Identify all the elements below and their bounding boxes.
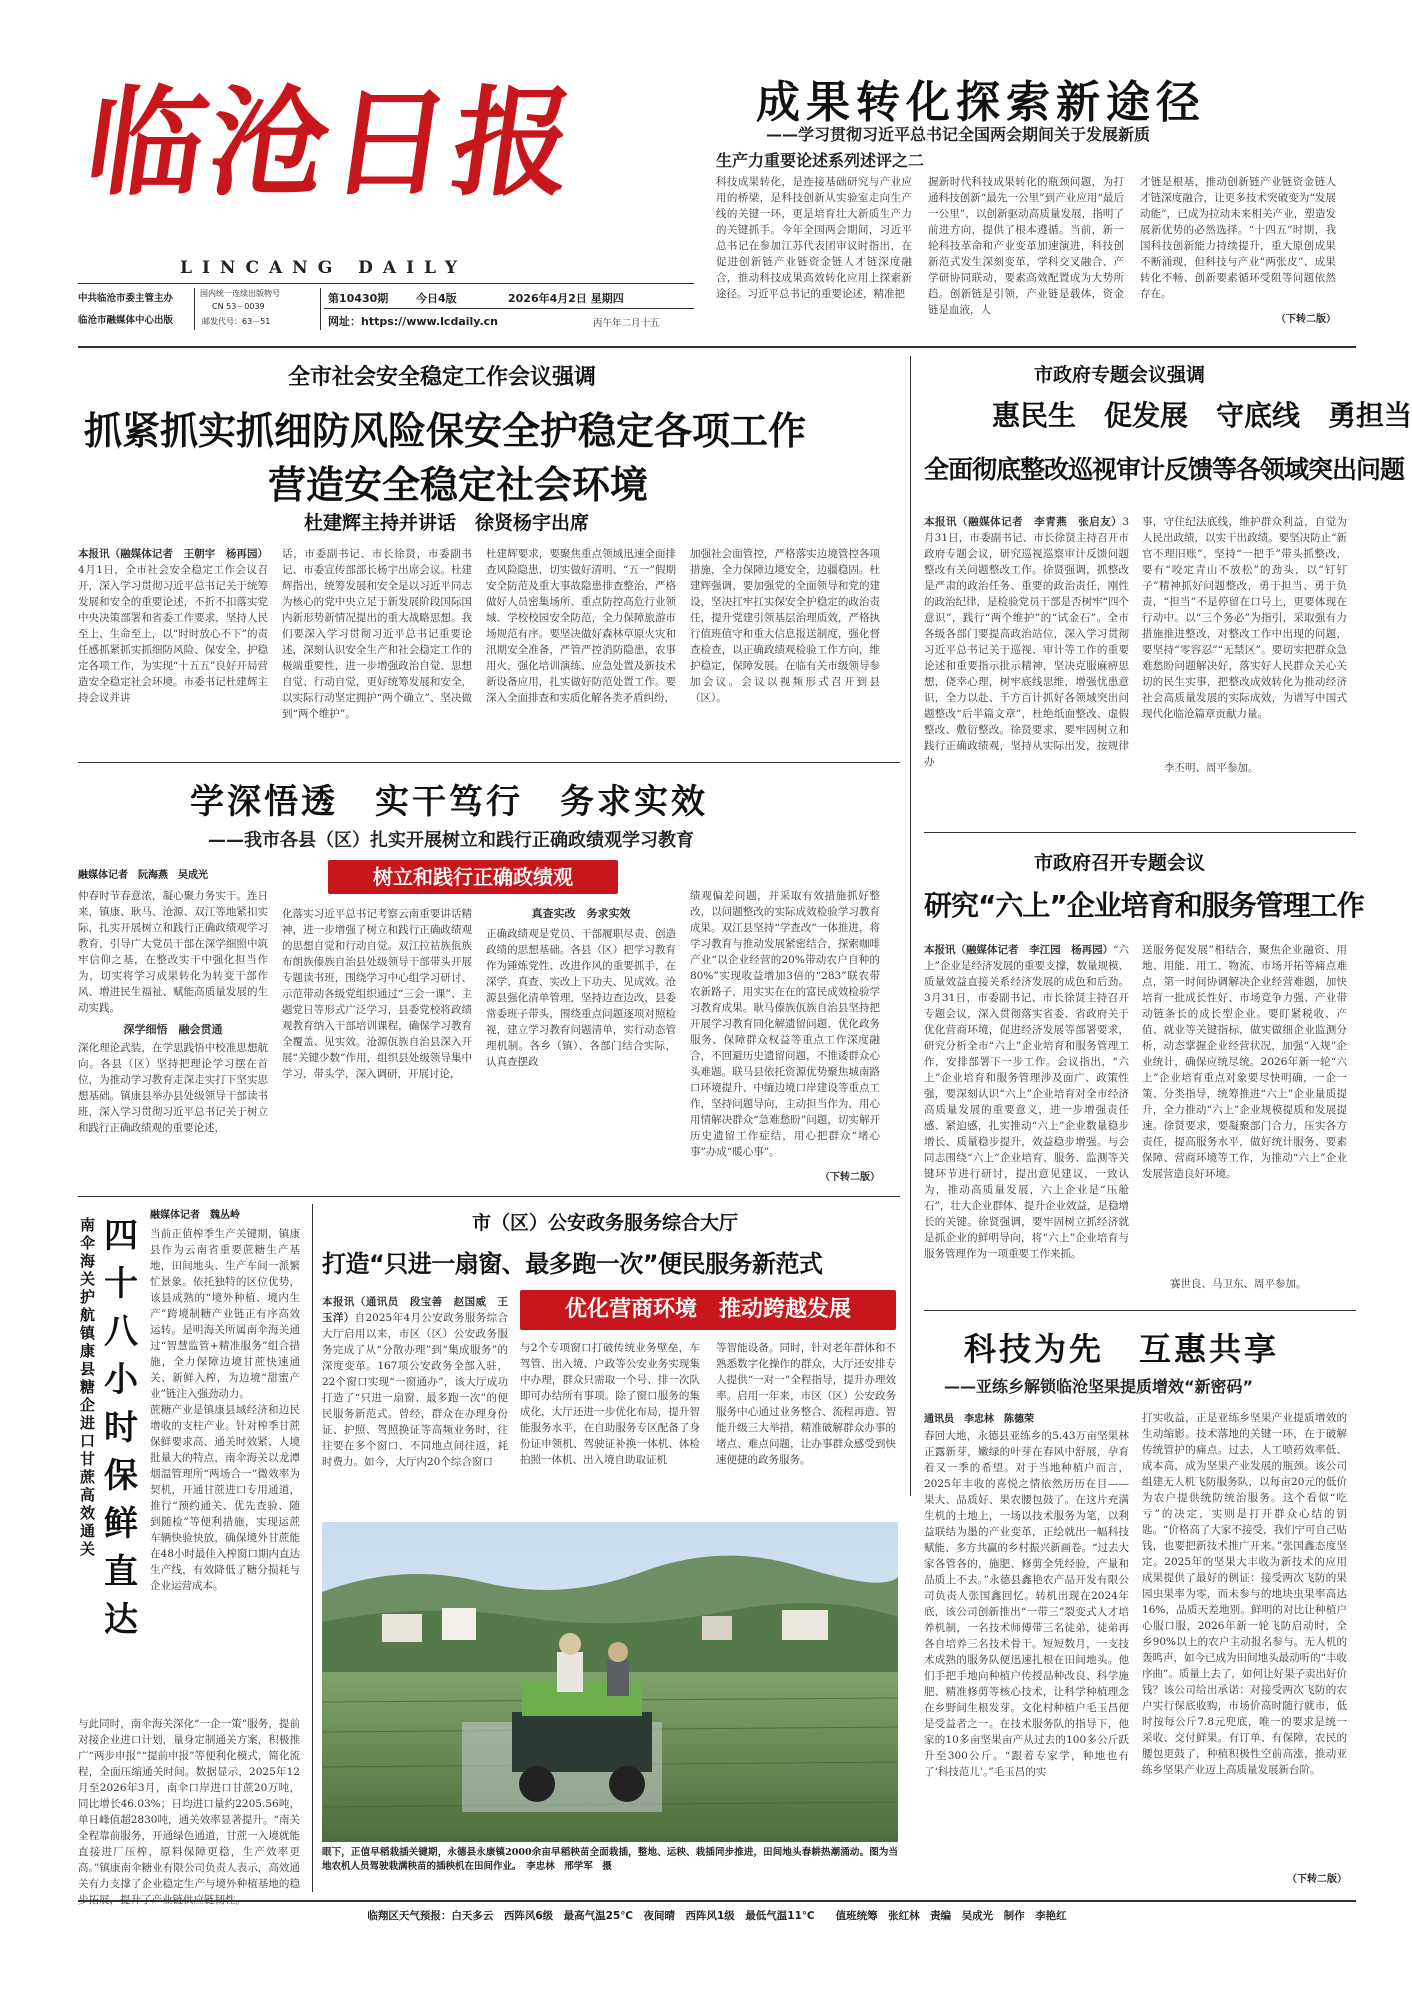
lead-text-2: 握新时代科技成果转化的瓶颈问题，为打通科技创新“最先一公里”到产业应用“最后一公里”，以创新驱动高质量发展，指明了前进方向，提供了根本遵循。当前，新一轮科技革命和产业变革加速演进，科技创新范式发生深刻变革，学科交叉融合、产学研协同联动，要素高效配置成为大势所趋。创新链是引领，产业链是载体，资金链是血液，人: [928, 176, 1124, 316]
a7-column-2: 打实收益，正是亚练乡坚果产业提质增效的生动缩影。技术落地的关键一环，在于破解传统管护的痛点。过去，人工喷药效率低、成本高，成为坚果产业发展的瓶颈。该公司组建无人机飞防服务队，以每亩20元的低价为农户提供统防统治服务。这个看似“吃亏”的决定，实则是打开群众心结的钥匙。“价格高了大家不接受，我们宁可自己贴钱，也要把新技术推广开来。”张国鑫态度坚定。2025年的坚果大丰收为新技术的应用成果提供了最好的例证：接受两次飞防的果园虫果率为零，而未参与的地块虫果率高达16%，品质天差地别。鲜明的对比让种植户心服口服，2026年新一轮飞防启动时，全乡90%以上的农户主动报名参与。无人机的轰鸣声，如今已成为田间地头最动听的“丰收序曲”。质量上去了，如何让好果子卖出好价钱？该公司给出承诺：对接受两次飞防的农户实行保底收购，市场价高时随行就市，低时按每公斤7.8元兜底，唯一的要求是统一采收、交付鲜果。有订单、有保障，农民的腰包更鼓了，种植积极性空前高涨，推动亚练乡坚果产业迈上高质量发展新台阶。: [1142, 1412, 1347, 1776]
a7-column-1: 春回大地，永德县亚练乡的5.43万亩坚果林正露新芽，嫩绿的叶芽在春风中舒展，孕育着又一季的希望。对于当地种植户而言，2025年丰收的喜悦之情依然历历在目——果大、品质好、果农腰包鼓了。在这片充满生机的土地上，一场以技术服务为笔，以利益联结为墨的产业变革，正绘就出一幅科技赋能、多方共赢的乡村振兴新画卷。“过去大家各管各的，施肥、修剪全凭经验，产量和品质上不去。”永德县鑫艳农产品开发有限公司负责人张国鑫回忆。转机出现在2024年底，该公司创新推出“一带三”裂变式人才培养机制，一名技术师傅带三名徒弟，徒弟再各自培养三名技术骨干。短短数月，一支技术成熟的服务队便迅速扎根在田间地头。他们手把手地向种植户传授品种改良、科学施肥、精准修剪等核心技术，让科学种植理念在乡野间生根发芽。文化村种植户毛玉昌便是受益者之一。在技术服务队的指导下，他家的10多亩坚果亩产从过去的100多公斤跃升至300公斤。“跟着专家学，种地也有了‘科技范儿’。”毛玉昌的实: [924, 1430, 1129, 1778]
a2-byline: 本报讯（融媒体记者 李青燕 张启友）: [924, 516, 1123, 528]
a4-kicker: 市政府召开专题会议: [1034, 852, 1206, 874]
sponsor: 中共临沧市委主管主办: [78, 293, 174, 304]
photo-caption-text: 眼下，正值早稻栽插关键期，永德县永康镇2000余亩早稻秧苗全面栽插，整地、运秧、栽插同步推进，田间地头春耕热潮涌动。图为当地农机人员驾驶栽满秧苗的插秧机在田间作业。: [322, 1847, 898, 1872]
a1-column-1: [78, 546, 268, 746]
article-customs-sugarcane: [78, 1204, 306, 1892]
postal-code: 邮发代号：63－51: [202, 317, 271, 326]
lead-title: 成果转化探索新途径: [756, 77, 1206, 128]
lead-text-3: 才链是根基，推动创新链产业链资金链人才链深度融合，让更多技术突破变为“发展动能”，已成为拉动未来相关产业，塑造发展新优势的必然选择。“十四五”时期，我国科技创新能力持续提升，重大原创成果不断涌现，但科技与产业“两张皮”、成果转化不畅、创新要素循环受阻等问题依然存在。: [1140, 176, 1336, 300]
a1-column-3: 杜建辉要求，要聚焦重点领域迅速全面排查风险隐患，切实做好清明、“五一”假期安全防范及重大事故隐患排查整治，严格做好人员密集场所、重点防控高危行业领域、学校校园安全防范，全力保障旅游市场规范有序。要坚决做好森林草原火灾和汛期安全准备，严管严控消防隐患，农事用火，强化培训演练、应急处置及新技术新设备应用，扎实做好防范处置工作。要深入全面排查和实质化解各类矛盾纠纷，: [486, 548, 676, 704]
article-study-education: [78, 770, 900, 1190]
a1-title-2: 营造安全稳定社会环境: [268, 463, 649, 507]
lead-text-1: 科技成果转化，是连接基础研究与产业应用的桥梁，是科技创新从实验室走向生产线的关键一环，更是培育壮大新质生产力的关键抓手。今年全国两会期间，习近平总书记在参加江苏代表团审议时指出，在促进创新链产业链资金链人才链深度融合，推动科技成果高效转化应用上探索新途径。习近平总书记的重要论述，精准把: [716, 176, 912, 300]
a5-side-title: 南伞海关护航镇康县糖企进口甘蔗高效通关: [80, 1216, 96, 1558]
lead-continued: （下转二版）: [1276, 314, 1336, 325]
a3-byline: 融媒体记者 阮海燕 吴成光: [78, 870, 208, 881]
a4-bottom-rule: [924, 1310, 1356, 1311]
a5-text-2: 蔗糖产业是镇康县域经济和边民增收的支柱产业。针对榨季甘蔗保鲜要求高、通关时效紧、人境批量大的特点，南伞海关以龙潭烟温管理所“两场合一”微效率为契机，开通甘蔗进口专用通道，推行“预约通关、优先查验、随到随检”等便利措施，实现运蔗车辆快验快放，确保境外甘蔗能在48小时最佳入榨窗口期内直达生产线，有效降低了糖分损耗与企业运营成本。: [150, 1404, 300, 1592]
a2-bottom-rule: [924, 832, 1356, 833]
a1-byline: 本报讯（融媒体记者 王朝宇 杨再园）: [78, 548, 268, 560]
a6-title: 打造“只进一扇窗、最多跑一次”便民服务新范式: [322, 1250, 823, 1278]
a3-text-2: 深化理论武装，在学思践悟中校准思想航向。各县（区）坚持把理论学习摆在首位，为推动学习教育走深走实打下坚实思想基础。镇康县举办县处级领导干部读书班，深入学习贯彻习近平总书记关于树立和践行正确政绩观的重要论述，: [78, 1042, 268, 1134]
article-six-up-enterprises: [924, 842, 1364, 1302]
a2-text-1: 3月31日，市委副书记、市长徐贤主持召开市政府专题会议，研究巡视巡察审计反馈问题整改有关问题整改工作。徐贤强调，抓整改是严肃的政治任务、重要的政治责任，刚性的政治纪律，是检验党员干部是否树牢“四个意识”，践行“两个维护”的“试金石”。全市各级各部门要提高政治站位，深入学习贯彻习近平总书记关于巡视、审计等工作的重要论述和重要指示批示精神，坚决克服麻痹思想，侥幸心理，树牢底线思维，增强忧患意识，全力以赴、千方百计抓好各领域突出问题整改“后半篇文章”，杜绝纸面整改、虚假整改、敷衍整改。徐贤要求，要牢固树立和践行正确政绩观，坚持从实际出发，按规律办: [924, 516, 1129, 768]
top-section-rule: [78, 346, 1356, 348]
a2-attendees: 李丕明、周平参加。: [1164, 762, 1259, 774]
a4-column-1: [924, 942, 1129, 1294]
a4-attendees: 赛世良、马卫东、周平参加。: [1170, 1278, 1307, 1290]
lead-subtitle-1: ——学习贯彻习近平总书记全国两会期间关于发展新质: [766, 125, 1151, 144]
a3-subhead-2: 真查实改 务求实效: [531, 907, 631, 920]
lead-subtitle-2: 生产力重要论述系列述评之二: [716, 151, 925, 170]
a7-title: 科技为先 互惠共享: [964, 1330, 1280, 1368]
a2-column-2: 事，守住纪法底线，维护群众利益，自觉为人民出政绩，以实干出政绩。要坚决防止“新官不理旧账”，坚持“一把手”带头抓整改，要有“咬定青山不放松”的劲头，以“钉钉子”精神抓好问题整改，勇于担当、勇于负责，“担当”不是停留在口号上，更要体现在行动中。以“三个务必”为指引，采取强有力措施推进整改，对整改工作中出现的问题，要坚持“零容忍”“无禁区”。要切实把群众急难愁盼问题解决好，落实好人民群众关心关切的民生实事，把整改成效转化为推动经济社会高质量发展的实际成效，为谱写中国式现代化临沧篇章贡献力量。: [1142, 516, 1347, 720]
a1-column-2: 话，市委副书记、市长徐贤，市委副书记、市委宣传部部长杨宇出席会议。杜建辉指出，统筹发展和安全是以习近平同志为核心的党中央立足于新发展阶段国际国内新形势新情况提出的重大战略思想。我们要深入学习贯彻习近平总书记重要论述，深刻认识安全生产和社会稳定工作的极端重要性，进一步增强政治自觉、思想自觉、行动自觉，更好统筹发展和安全，以实际行动坚定拥护“两个确立”、坚决做到“两个维护”。: [282, 548, 472, 720]
footer-rule: [78, 1900, 1356, 1902]
a3-column-3: [486, 906, 676, 1183]
masthead-title: 临沧日报: [78, 73, 586, 212]
a7-byline: 通讯员 李忠林 陈德荣: [924, 1414, 1034, 1425]
a4-column-2: 送服务促发展”相结合，聚焦企业融资、用地、用能、用工、物流、市场开拓等痛点难点，第一时间协调解决企业经营难题，加快培育一批成长性好、市场竞争力强、产业带动链条长的成长型企业。要盯紧税收、产值、就业等关键指标，做实做细企业监测分析，动态掌握企业经营状况，加强“入规”企业统计，确保应统尽统。2026年新一轮“六上”企业培育重点对象要尽快明确，一企一策、分类指导，统筹推进“六上”企业量质提升，全力推动“六上”企业规模提质和发展提速。徐贤要求，要凝聚部门合力，压实各方责任，提高服务水平，做好统计服务、要素保障、营商环境等工作，为推动“六上”企业发展营造良好环境。: [1142, 944, 1347, 1180]
a5-title: 四十八小时保鲜直达: [104, 1216, 138, 1640]
a2-column-1: [924, 514, 1129, 776]
a3-title: 学深悟透 实干笃行 务求实效: [190, 782, 708, 822]
a4-text-1: “六上”企业是经济发展的重要支撑，数量规模、质量效益直接关系经济发展的成色和后劲。3月31日，市委副书记、市长徐贤主持召开专题会议，深入贯彻落实省委、省政府关于优化营商环境，促进经济发展等部署要求，研究分析全市“六上”企业培育和服务管理工作，安排部署下一步工作。会议指出，“六上”企业培育和服务管理涉及面广、政策性强，要深刻认识“六上”企业培育对全市经济高质量发展的重要意义，进一步增强责任感、紧迫感，扎实推动“六上”企业数量稳步增长、质量稳步提升，效益稳步增强。与会同志围绕“六上”企业培育、服务、监测等关键环节进行研讨，提出意见建议，一致认为，推动高质量发展，六上企业是“压舱石”，壮大企业群体、提升企业效益，是稳增长的关键。徐贤强调，要牢固树立抓经济就是抓企业的鲜明导向，将“六上”企业培育与服务管理作为一项重要工作来抓。: [924, 944, 1129, 1260]
main-column-divider: [910, 356, 911, 1496]
cn-label: 国内统一连续出版物号: [200, 289, 280, 298]
a4-title: 研究“六上”企业培育和服务管理工作: [924, 889, 1364, 922]
a5-text-1-2: [150, 1226, 300, 1710]
article-security-meeting: [78, 356, 900, 756]
a3-subtitle: ——我市各县（区）扎实开展树立和践行正确政绩观学习教育: [208, 830, 694, 851]
a3-bottom-rule: [78, 1196, 900, 1197]
info-bar-top-rule: [78, 283, 694, 284]
a6-text-1: 自2025年4月公安政务服务综合大厅启用以来，市区（区）公安政务服务完成了从“分散办理”到“集成服务”的深度变革。167项公安政务全部入驻，22个窗口实现“一窗通办”，该大厅成功打造了“只进一扇窗、最多跑一次”的便民服务新范式。曾经，群众在办理身份证、护照、驾照换证等高频业务时，往往要在多个窗口、不同地点间往返，耗时费力。如今，大厅内20个综合窗口: [322, 1312, 509, 1468]
a6-column-1: [322, 1294, 508, 1514]
a6-column-3: 等智能设备。同时，针对老年群体和不熟悉数字化操作的群众，大厅还安排专人提供“一对一”全程指导，提升办理效率。启用一年来，市区（区）公安政务服务中心通过业务整合、流程再造、智能升级三大举措，精准破解群众办事的堵点、难点问题，让办事群众感受到快速便捷的政务服务。: [716, 1342, 896, 1466]
a1-deck: 杜建辉主持并讲话 徐贤杨宇出席: [304, 512, 590, 534]
photo-credit: 李忠林 邢学军 摄: [526, 1861, 612, 1872]
a7-subtitle: ——亚练乡解锁临沧坚果提质增效“新密码”: [944, 1377, 1254, 1396]
article-rectification: [924, 356, 1412, 826]
issue-number: 第10430期: [328, 292, 389, 305]
masthead-pinyin: LINCANG DAILY: [180, 258, 468, 278]
a6-byline: 本报讯（通讯员 段宝善 赵国威 王玉洋）: [322, 1296, 508, 1324]
a5-byline: 融媒体记者 魏丛岭: [150, 1210, 240, 1221]
footer: [78, 1908, 1356, 1930]
a3-column-2: 化落实习近平总书记考察云南重要讲话精神，进一步增强了树立和践行正确政绩观的思想自觉和行动自觉。双江拉祜族佤族布朗族傣族自治县处级领导干部带头开展专题读书班，围绕学习中心组学习研讨、示范带动各级党组织通过“三会一课”、主题党日等形式广泛学习，县委党校将政绩观教育纳入干部培训课程，确保学习教育全覆盖、见实效。沧源佤族自治县深入开展“关键少数”作用，组织县处级领导集中学习，带头学，深入调研，开展讨论，: [282, 908, 472, 1080]
cn-number: CN 53－0039: [212, 302, 265, 311]
a3-column-1: [78, 888, 268, 1183]
a7-continued: （下转二版）: [1287, 1874, 1347, 1885]
a3-continued: （下转二版）: [820, 1172, 880, 1183]
article-nut-industry: [924, 1320, 1360, 1892]
article-service-hall: [322, 1204, 902, 1892]
a2-kicker: 市政府专题会议强调: [1034, 364, 1206, 386]
a3-text-4: 正确政绩观是党员、干部履职尽责、创造政绩的思想基础。各县（区）把学习教育作为锤炼党性、改进作风的重要抓手，在深学、真查、实改上下功夫、见成效。沧源县强化清单管理，坚持边查边改，县委常委班子带头，围绕重点问题逐项对照检视，建立学习教育问题清单，实行动态管理机制。各乡（镇）、各部门结合实际，认真查摆政: [486, 928, 676, 1068]
a3-subhead-1: 深学细悟 融会贯通: [123, 1023, 223, 1036]
a5-text-1: 当前正值榨季生产关键期，镇康县作为云南省重要蔗糖生产基地，田间地头、生产车间一派繁忙景象。依托独特的区位优势，该县成熟的“境外种植、境内生产”跨境制糖产业链正有序高效运转。是明海关所属南伞海关通过“智慧监管+精准服务”组合措施，全力保障边境甘蔗快速通关、新鲜入榨，为边境“甜蜜产业”链注入强劲动力。: [150, 1228, 300, 1400]
a6-banner: 优化营商环境 推动跨越发展: [520, 1290, 896, 1330]
a2-title-1: 惠民生 促发展 守底线 勇担当: [992, 399, 1412, 432]
a1-column-4: 加强社会面管控，严格落实边境管控各项措施，全力保障边境安全，边疆稳固。杜建辉强调，要加强党的全面领导和党的建设，坚决扛牢扛实保安全护稳定的政治责任，提升党建引领基层治理质效，严格执行值班值守和重大信息报送制度，强化督查检查，以正确政绩观检验工作方向，维护稳定，保障发展。在临有关市级领导参加会议。会议以视频形式召开到县（区）。: [690, 548, 880, 704]
a6-column-2: 与2个专项窗口打破传统业务壁垒，车驾管、出入境、户政等公安业务实现集中办理，群众只需取一个号、排一次队即可办结所有事项。除了窗口服务的集成化，大厅还进一步优化布局，提升智能服务水平，在自助服务专区配备了身份证申领机、驾驶证补换一体机、体检拍照一体机、出入境自助取证机: [520, 1342, 700, 1466]
a5-text-3: 与此同时，南伞海关深化“一企一策”服务，提前对接企业进口计划，量身定制通关方案，积极推广“两步申报”“提前申报”等便利化模式，简化流程，全面压缩通关时间。数据显示，2025年12月至2026年3月，南伞口岸进口甘蔗20万吨，同比增长46.03%；日均进口量约2205.56吨，单日峰值超2830吨，通关效率显著提升。“南关全程靠前服务，开通绿色通道，甘蔗一入境就能直接进厂压榨，原料保障更稳，生产效率更高。”镇康南伞糖业有限公司负责人表示，高效通关有力支撑了企业稳定生产与境外种植基地的稳: [78, 1718, 300, 1890]
a6-kicker: 市（区）公安政务服务综合大厅: [472, 1212, 739, 1234]
a3-column-4: 绩观偏差问题，并采取有效措施抓好整改，以问题整改的实际成效检验学习教育成果。双江县坚持“学查改”一体推进，将学习教育与推动发展紧密结合，探索咖啡产业“以企业经营的20%带动农户自种的80%”实现收益增加3倍的“283”联农带农新路子，用实实在在的富民成效检验学习教育成果。耿马傣族佤族自治县坚持把开展学习教育同化解遗留问题、优化政务服务、保障群众权益等重点工作深度融合，不回避历史遗留问题，不推诿群众心头难题。联马县依托资源优势聚焦城南路口环境提升、中缅边境口岸建设等重点工作，坚持问题导向，主动担当作为，用心用情解决群众“急难愁盼”问题，切实解开历史遗留工作症结，用心把群众“堵心事”办成“暖心事”。: [690, 890, 880, 1158]
issue-date: 2026年4月2日 星期四: [508, 292, 624, 305]
info-bar: [78, 288, 694, 334]
editorial-credits: 值班统筹 张红林 责编 吴成光 制作 李艳红: [835, 1910, 1067, 1922]
a1-bottom-rule: [78, 762, 900, 763]
weather-forecast: 临翔区天气预报：白天多云 西阵风6级 最高气温25℃ 夜间晴 西阵风1级 最低气温11℃: [367, 1910, 815, 1922]
masthead: [80, 60, 640, 310]
a2-title-2: 全面彻底整改巡视审计反馈等各领域突出问题: [924, 455, 1405, 484]
publisher: 临沧市融媒体中心出版: [78, 315, 174, 326]
rice-planting-illustration: [322, 1522, 898, 1842]
photo-caption: [322, 1846, 898, 1874]
lunar-date: 丙午年二月十五: [593, 318, 660, 329]
a1-text-1: 4月1日，全市社会安全稳定工作会议召开，深入学习贯彻习近平总书记关于统筹发展和安全的重要论述，不折不扣落实党中央决策部署和省委工作要求，坚持人民至上、生命至上，以“时时放心不下”的责任感抓紧抓实抓细防风险、保安全、护稳定各项工作，为实现“十五五”良好开局营造安全稳定社会环境。市委书记杜建辉主持会议并讲: [78, 564, 268, 704]
website[interactable]: 网址：https://www.lcdaily.cn: [328, 315, 498, 328]
lead-article: [716, 64, 1356, 334]
a4-byline: 本报讯（融媒体记者 李江园 杨再园）: [924, 944, 1114, 956]
a3-text-1: 仲春时节春意浓，凝心聚力务实干。连日来，镇康、耿马、沧源、双江等地紧扣实际，扎实开展树立和践行正确政绩观学习教育，引导广大党员干部在深学细照中筑牢信仰之基，在整改实干中强化担当作为，切实将学习成果转化为转变干部作风、增进民生福祉、赋能高质量发展的生动实践。: [78, 890, 268, 1014]
rice-planting-photo: [322, 1522, 898, 1842]
a5-divider: [312, 1204, 313, 1892]
page-count: 今日4版: [416, 292, 457, 305]
a3-banner: 树立和践行正确政绩观: [328, 860, 618, 894]
a1-kicker: 全市社会安全稳定工作会议强调: [288, 365, 597, 390]
a1-title-1: 抓紧抓实抓细防风险保安全护稳定各项工作: [84, 409, 807, 453]
